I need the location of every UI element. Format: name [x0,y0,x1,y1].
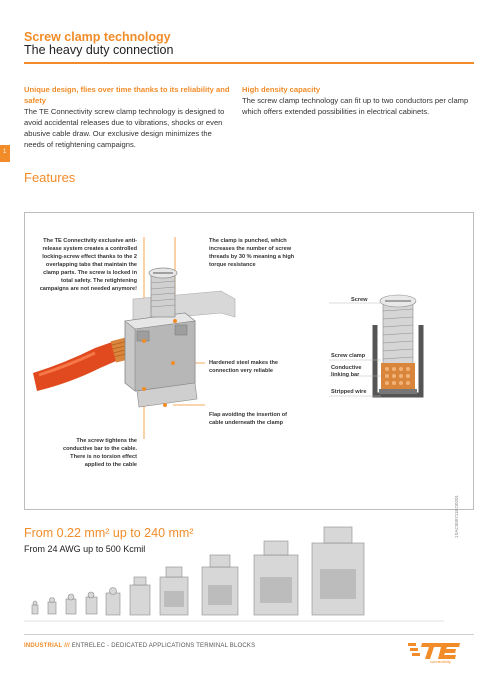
te-logo [408,640,470,664]
intro-right-heading: High density capacity [242,85,321,94]
label-screw: Screw [351,297,368,303]
note-anti-release: The TE Connectivity exclusive anti-release system creates a controlled locking-screw effect thanks to the 2 overlapping tabs that maintain the clamp parts. The screw is locked in total safety. The retightening campaigns are not needed anymore! [39,238,137,292]
note-punched-clamp: The clamp is punched, which increases the number of screw threads by 30 % meaning a high torque resistance [209,238,295,268]
label-screw-clamp: Screw clamp [331,353,366,359]
note-flap: Flap avoiding the insertion of cable underneath the clamp [209,412,288,426]
features-panel [24,212,474,510]
range-subheading: From 24 AWG up to 500 Kcmil [24,544,146,554]
intro-right-text: The screw clamp technology can fit up to two conductors per clamp which offers extended possibilities in electrical cabinets. [242,96,469,116]
footer-title: ENTRELEC - DEDICATED APPLICATIONS TERMINAL BLOCKS [71,643,256,649]
footer-separator: /// [64,643,70,649]
note-hardened-steel: Hardened steel makes the connection very reliable [209,360,279,374]
intro-right-column [242,84,474,117]
intro-left-text: The TE Connectivity screw clamp technology is designed to avoid accidental releases due to vibrations, shocks or even abusive cable draw. Our exclusive design minimizes the needs of retightening campaigns. [24,107,225,149]
intro-left-heading: Unique design, flies over time thanks to its reliability and safety [24,85,230,105]
footer-category: INDUSTRIAL [24,643,63,649]
document-reference: 1SAC000711BO0201 [454,495,459,538]
header-divider [24,62,474,64]
te-logo-tagline: connectivity [430,659,451,664]
label-conductive-bar: Conductive linking bar [331,365,362,378]
product-range-illustration [24,525,444,625]
intro-left-column [24,84,234,150]
footer-divider [24,634,474,635]
page-side-tab: 1 [0,145,10,162]
footer-text [24,643,255,649]
note-screw-tightens: The screw tightens the conductive bar to the cable. There is no torsion effect applied to the cable [63,438,137,468]
label-stripped-wire: Stripped wire [331,389,367,395]
page-title: Screw clamp technology [24,30,171,44]
page-subtitle: The heavy duty connection [24,43,174,57]
features-heading: Features [24,170,76,185]
range-heading: From 0.22 mm² up to 240 mm² [24,526,194,540]
